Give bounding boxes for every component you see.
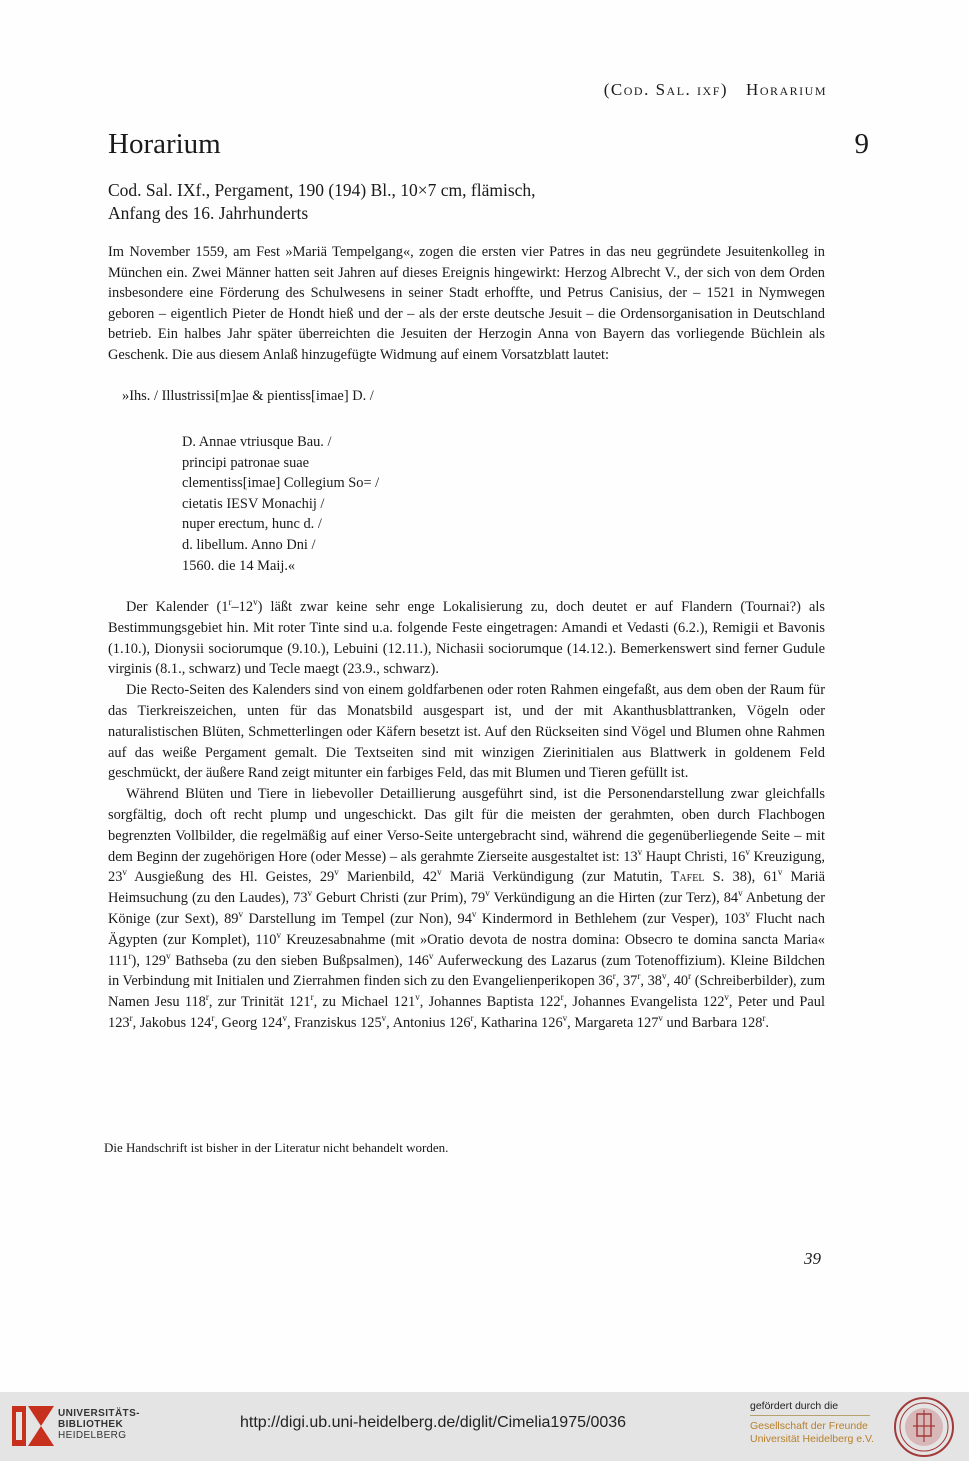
permalink-url[interactable]: http://digi.ub.uni-heidelberg.de/diglit/Cimelia1975/0036 <box>240 1414 627 1431</box>
dedication-line: principi patronae suae <box>182 454 310 471</box>
entry-subtitle <box>108 179 536 225</box>
tafel-reference: Tafel <box>670 869 705 886</box>
dedication-line: clementiss[imae] Collegium So= / <box>182 475 380 492</box>
page-number: 39 <box>804 1249 821 1268</box>
entry-title: Horarium <box>108 128 221 160</box>
sponsor-block <box>750 1400 885 1446</box>
library-name: UNIVERSITÄTS- BIBLIOTHEK HEIDELBERG <box>58 1408 140 1441</box>
dedication-opening: »Ihs. / Illustrissi[m]ae & pientiss[imae] D. / <box>122 388 374 404</box>
subtitle-line: Cod. Sal. IXf., Pergament, 190 (194) Bl., 10×7 cm, flämisch, <box>108 180 536 200</box>
subtitle-line: Anfang des 16. Jahrhunderts <box>108 203 309 223</box>
intro-text: Im November 1559, am Fest »Mariä Tempelgang«, zogen die ersten vier Patres in das neu gegründete Jesuitenkolleg in München ein. Zwei Männer hatten seit Jahren auf dieses Ereignis hingewirkt: Herzog Albrecht V., der sich von dem Orden insbesondere eine Förderung des Schulwesens in seiner Stadt erhoffte, und Petrus Canisius, der – 1521 in Nymwegen geboren – eigentlich Pieter de Hondt hieß und der – als der erste deutsche Jesuit – die Ordensorganisation in Deutschland betrieb. Ein halbes Jahr später überreichten die Jesuiten der Herzogin Anna von Bayern das vorliegende Büchlein als Geschenk. Die aus diesem Anlaß hinzugefügte Widmung auf einem Vorsatzblatt lautet: <box>108 244 825 363</box>
catalogue-number: 9 <box>854 128 869 160</box>
intro-paragraph <box>108 242 825 366</box>
sponsor-name-line: Universität Heidelberg e.V. <box>750 1433 874 1445</box>
dedication-line: 1560. die 14 Maij.« <box>182 557 296 574</box>
body-text <box>108 597 825 1034</box>
dedication-quote <box>182 432 379 576</box>
dedication-line: D. Annae vtriusque Bau. / <box>182 434 332 450</box>
university-seal-icon <box>893 1396 955 1458</box>
running-head-right: Horarium <box>746 80 827 99</box>
body-paragraph-calendar: Der Kalender (1$^r$–12$^v$) läßt zwar keine sehr enge Lokalisierung zu, doch deutet er auf Flandern (Tournai?) als Bestimmungsgebiet hin. Mit roter Tinte sind u.a. folgende Feste eingetragen: Amandi et Vedasti (6.2.), Remigii et Bavonis (1.10.), Dionysii sociorumque (9.10.), Lebuini (12.11.), Nichasii sociorumque (14.12.). Bemerkenswert sind ferner Gudule virginis (8.1., schwarz) und Tecle maegt (23.9., schwarz). <box>108 597 825 678</box>
dedication-line: cietatis IESV Monachij / <box>182 495 325 512</box>
sponsor-divider <box>750 1415 870 1416</box>
sponsor-name-line: Gesellschaft der Freunde <box>750 1420 868 1432</box>
library-logo-icon <box>10 1402 56 1450</box>
footnote: Die Handschrift ist bisher in der Literatur nicht behandelt worden. <box>104 1140 449 1155</box>
dedication-line: nuper erectum, hunc d. / <box>182 516 322 533</box>
viewer-footer <box>0 1392 969 1461</box>
dedication-line: d. libellum. Anno Dni / <box>182 536 316 553</box>
body-paragraph-recto: Die Recto-Seiten des Kalenders sind von einem goldfarbenen oder roten Rahmen eingefaßt, aus dem oben der Raum für das Tierkreiszeichen, unten für das Monatsbild ausgespart ist, und der mit Akanthusblattranken, Vögeln oder naturalistischen Blüten, Schmetterlingen oder Käfern besetzt ist. Auf den Rückseiten sind Vögel und Blumen ohne Rahmen auf das weiße Pergament gemalt. Die Textseiten sind mit winzigen Zierinitialen aus Blattwerk in goldenem Feld geschmückt, der äußere Rand zeigt mitunter ein farbiges Feld, das mit Blumen und Tieren gefüllt ist. <box>108 682 825 782</box>
running-head-left: (Cod. Sal. ixf) <box>603 80 729 99</box>
running-head <box>604 80 827 100</box>
body-paragraph-miniatures: Während Blüten und Tiere in liebevoller Detaillierung ausgeführt sind, ist die Personendarstellung zwar gleichfalls sorgfältig, doch oft recht plump und ungeschickt. Das gilt für die meisten der gerahmten, oben durch Flachbogen begrenzten Vollbilder, die regelmäßig auf einer Verso-Seite untergebracht sind, während die gegenüberliegende Seite – mit dem Beginn der zugehörigen Hore (oder Messe) – als gerahmte Zierseite ausgestaltet ist: 13$^v$ Haupt Christi, 16$^v$ Kreuzigung, 23$^v$ Ausgießung des Hl. Geistes, 29$^v$ Marienbild, 42$^v$ Mariä Verkündigung (zur Matutin, Tafel S. 38), 61$^v$ Mariä Heimsuchung (zu den Laudes), 73$^v$ Geburt Christi (zur Prim), 79$^v$ Verkündigung an die Hirten (zur Terz), 84$^v$ Anbetung der Könige (zur Sext), 89$^v$ Darstellung im Tempel (zur Non), 94$^v$ Kindermord in Bethlehem (zur Vesper), 103$^v$ Flucht nach Ägypten (zur Komplet), 110$^v$ Kreuzesabnahme (mit »Oratio devota de nostra domina: Obsecro te domina sancta Maria« 111$^r$), 129$^v$ Bathseba (zu den sieben Bußpsalmen), 146$^v$ Auferweckung des Lazarus (zum Totenoffizium). Kleine Bildchen in Verbindung mit Initialen und Zierrahmen finden sich zu den Evangelienperikopen 36$^r$, 37$^r$, 38$^v$, 40$^r$ (Schreiberbilder), zum Namen Jesu 118$^r$, zur Trinität 121$^r$, zu Michael 121$^v$, Johannes Baptista 122$^r$, Johannes Evangelista 122$^v$, Peter und Paul 123$^r$, Jakobus 124$^r$, Georg 124$^v$, Franziskus 125$^v$, Antonius 126$^r$, Katharina 126$^v$, Margareta 127$^v$ und Barbara 128$^r$. <box>108 786 826 1031</box>
sponsor-intro: gefördert durch die <box>750 1400 839 1412</box>
